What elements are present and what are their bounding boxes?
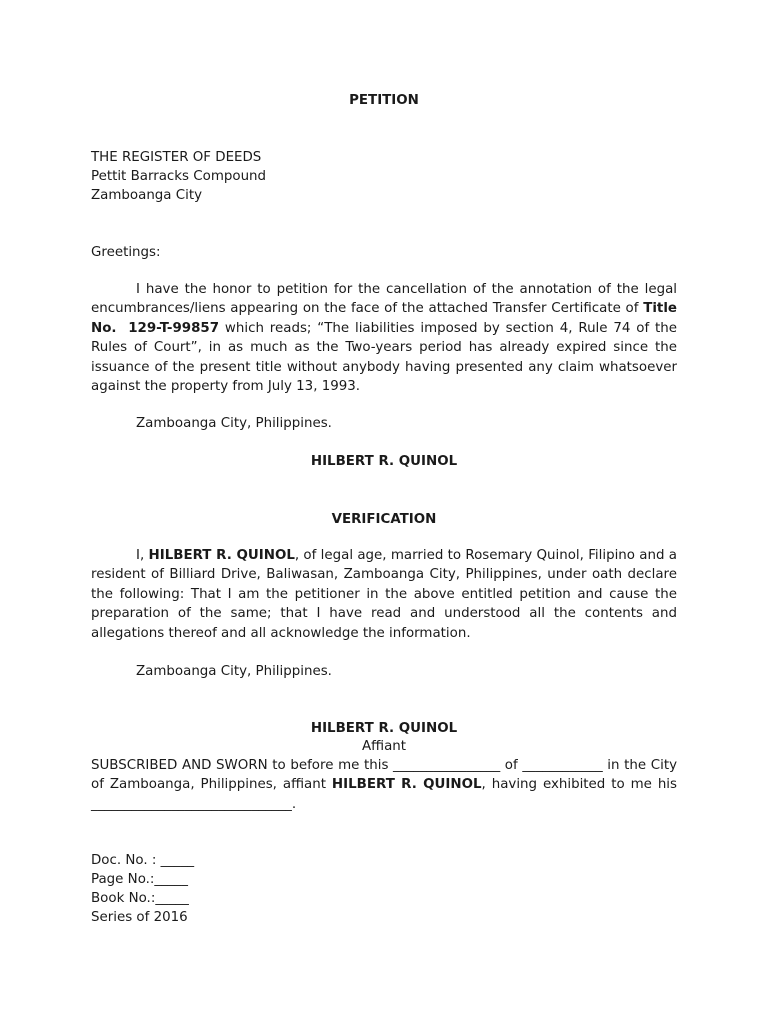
affiant-role: Affiant [361,739,407,754]
book-no: Book No.:_____ [91,891,189,906]
petition-signatory: HILBERT R. QUINOL [310,454,458,469]
title-no-label: Title No. [91,301,677,336]
petition-place: Zamboanga City, Philippines. [136,416,332,431]
greeting: Greetings: [91,245,161,260]
addressee-line-3: Zamboanga City [91,188,203,203]
doc-no: Doc. No. : _____ [91,853,195,868]
notarial-block [91,851,194,927]
jurat-text-2: , having exhibited to me his ______________________________. [91,777,677,812]
affiant-name: HILBERT R. QUINOL [310,721,458,736]
jurat-text-1: SUBSCRIBED AND SWORN to before me this ________________ of ____________ in the City of Zamboanga, Philippines, affiant [91,758,677,793]
verification-body-text-1: I, [136,548,149,563]
verification-title: VERIFICATION [331,512,437,527]
petition-body [91,280,677,396]
jurat-name: HILBERT R. QUINOL [331,777,482,793]
petition-body-text-1: I have the honor to petition for the cancellation of the annotation of the legal encumbrances/liens appearing on the face of the attached Transfer Certificate of [91,282,677,317]
petition-title: PETITION [349,93,419,108]
verification-place: Zamboanga City, Philippines. [136,664,332,679]
verification-body [91,546,677,643]
addressee-block [91,148,266,205]
page-no: Page No.:_____ [91,872,188,887]
series: Series of 2016 [91,910,188,925]
verification-name: HILBERT R. QUINOL [148,548,295,563]
verification-body-text-2: , of legal age, married to Rosemary Quinol, Filipino and a resident of Billiard Drive, Baliwasan, Zamboanga City, Philippines, under oath declare the following: That I am the petitioner in the above entitled petition and cause the preparation of the same; that I have read and understood all the contents and allegations thereof and all acknowledge the information. [91,548,677,641]
title-number: 129-T-99857 [128,320,220,336]
addressee-line-2: Pettit Barracks Compound [91,169,267,184]
addressee-line-1: THE REGISTER OF DEEDS [91,150,262,165]
petition-body-text-2: which reads; “The liabilities imposed by section 4, Rule 74 of the Rules of Court”, in as much as the Two-years period has already expired since the issuance of the present title without anybody having presented any claim whatsoever against the property from July 13, 1993. [91,320,678,395]
jurat-body [91,756,677,814]
